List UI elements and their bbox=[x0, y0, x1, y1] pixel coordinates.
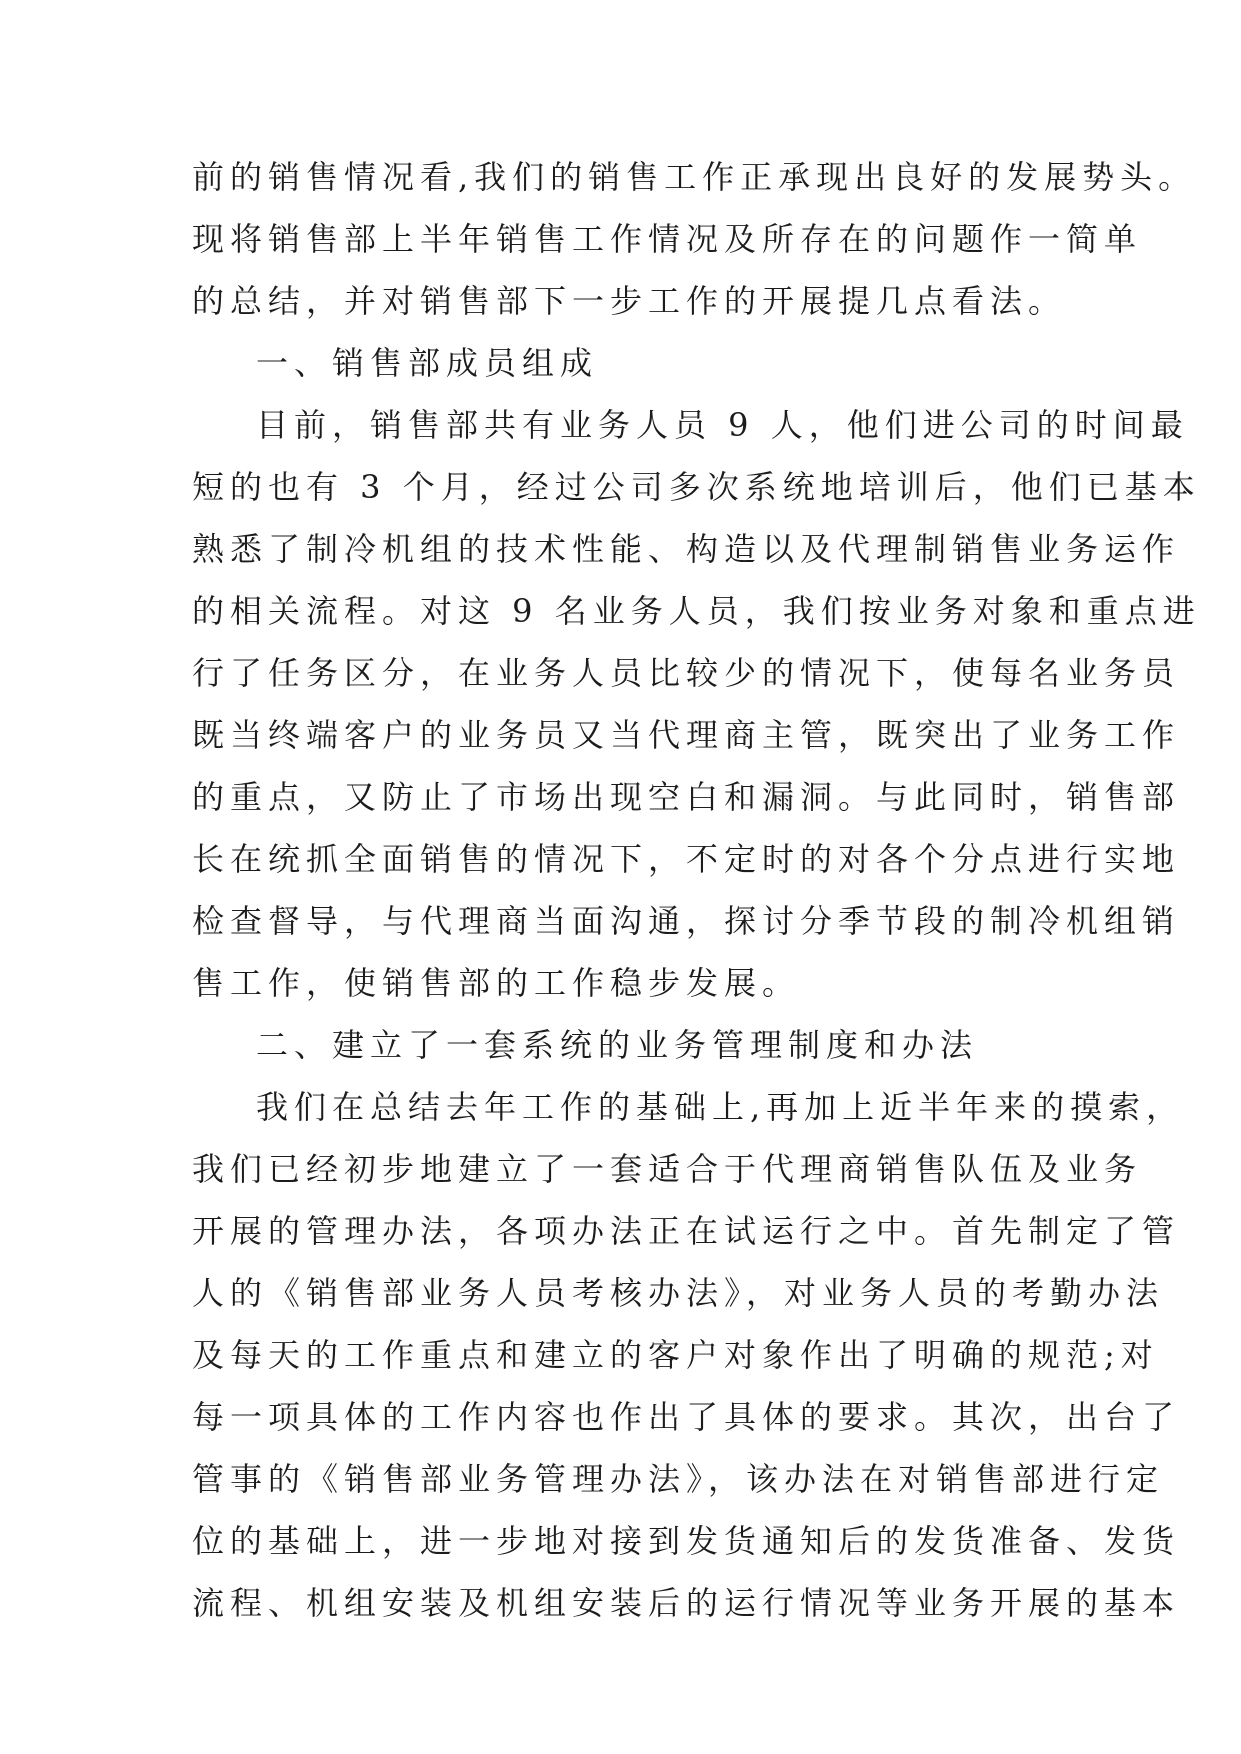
text-line: 检查督导，与代理商当面沟通，探讨分季节段的制冷机组销 bbox=[192, 902, 1181, 940]
text-line: 售工作，使销售部的工作稳步发展。 bbox=[192, 964, 801, 1002]
text-line: 每一项具体的工作内容也作出了具体的要求。其次，出台了 bbox=[192, 1398, 1181, 1436]
text-line: 人的《销售部业务人员考核办法》，对业务人员的考勤办法 bbox=[192, 1274, 1165, 1312]
text-line: 熟悉了制冷机组的技术性能、构造以及代理制销售业务运作 bbox=[192, 530, 1181, 568]
text-line: 我们已经初步地建立了一套适合于代理商销售队伍及业务 bbox=[192, 1150, 1143, 1188]
text-line: 的重点，又防止了市场出现空白和漏洞。与此同时，销售部 bbox=[192, 778, 1181, 816]
text-line: 长在统抓全面销售的情况下，不定时的对各个分点进行实地 bbox=[192, 840, 1181, 878]
section-heading: 二、建立了一套系统的业务管理制度和办法 bbox=[256, 1026, 979, 1064]
text-line: 现将销售部上半年销售工作情况及所存在的问题作一简单 bbox=[192, 220, 1143, 258]
text-line: 的相关流程。对这 9 名业务人员，我们按业务对象和重点进 bbox=[192, 592, 1201, 630]
text-line: 开展的管理办法，各项办法正在试运行之中。首先制定了管 bbox=[192, 1212, 1181, 1250]
paragraph-start: 目前，销售部共有业务人员 9 人，他们进公司的时间最 bbox=[256, 406, 1189, 444]
text-line: 位的基础上，进一步地对接到发货通知后的发货准备、发货 bbox=[192, 1522, 1181, 1560]
text-line: 及每天的工作重点和建立的客户对象作出了明确的规范;对 bbox=[192, 1336, 1159, 1374]
text-line: 既当终端客户的业务员又当代理商主管，既突出了业务工作 bbox=[192, 716, 1181, 754]
text-line: 流程、机组安装及机组安装后的运行情况等业务开展的基本 bbox=[192, 1584, 1181, 1622]
text-line: 管事的《销售部业务管理办法》，该办法在对销售部进行定 bbox=[192, 1460, 1165, 1498]
text-line: 的总结，并对销售部下一步工作的开展提几点看法。 bbox=[192, 282, 1067, 320]
text-line: 前的销售情况看,我们的销售工作正承现出良好的发展势头。 bbox=[192, 158, 1197, 196]
text-line: 行了任务区分，在业务人员比较少的情况下，使每名业务员 bbox=[192, 654, 1181, 692]
document-body bbox=[192, 158, 1201, 1646]
text-line: 短的也有 3 个月，经过公司多次系统地培训后，他们已基本 bbox=[192, 468, 1201, 506]
paragraph-start: 我们在总结去年工作的基础上,再加上近半年来的摸索， bbox=[256, 1088, 1185, 1126]
section-heading: 一、销售部成员组成 bbox=[256, 344, 599, 382]
